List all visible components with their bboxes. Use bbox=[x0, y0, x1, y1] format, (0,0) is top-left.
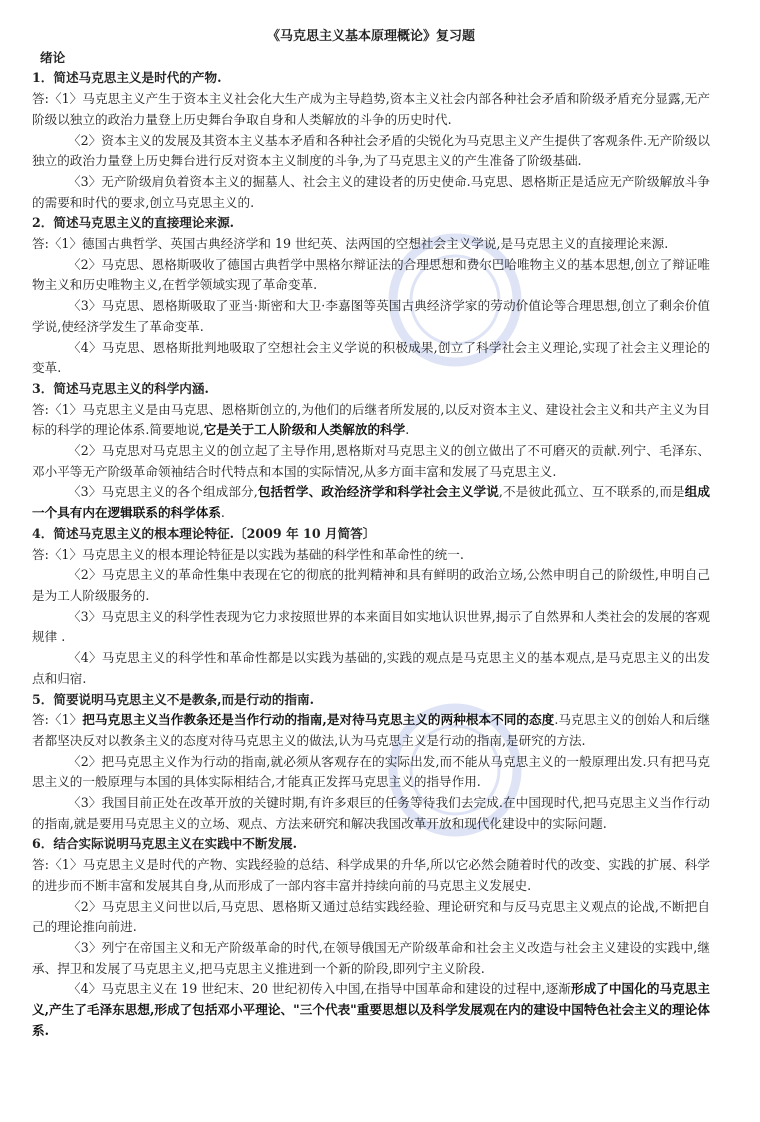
answer-paragraph bbox=[32, 338, 710, 379]
answer-text: 〈4〉马克思主义的科学性和革命性都是以实践为基础的,实践的观点是马克思主义的基本观点,是马克思主义的出发点和归宿. bbox=[32, 650, 710, 686]
answer-paragraph bbox=[32, 296, 710, 337]
section-heading: 绪论 bbox=[40, 49, 66, 65]
answer-text: .马克思主义的创始人和后继者都坚决反对以教条主义的态度对待马克思主义的做法,认为马克思主义是行动的指南,是研究的方法. bbox=[32, 712, 710, 748]
answer-text: 〈3〉列宁在帝国主义和无产阶级革命的时代,在领导俄国无产阶级革命和社会主义改造与社会主义建设的实践中,继承、捍卫和发展了马克思主义,把马克思主义推进到一个新的阶段,即列宁主义阶段. bbox=[32, 939, 710, 976]
answer-text: . bbox=[405, 422, 410, 438]
answer-text: 〈4〉马克思主义在 19 世纪末、20 世纪初传入中国,在指导中国革命和建设的过程中,逐渐 bbox=[68, 981, 571, 997]
question-heading: 4．简述马克思主义的根本理论特征.〔2009 年 10 月简答〕 bbox=[32, 525, 376, 541]
key-point-text: 形成了中国化的马克思主义,产生了毛泽东思想,形成了包括邓小平理论、"三个代表"重要思想以及科学发展观在内的建设中国特色社会主义的理论体系. bbox=[32, 981, 710, 1038]
question-heading: 2．简述马克思主义的直接理论来源. bbox=[32, 215, 235, 231]
question-list bbox=[32, 68, 710, 1041]
key-point-text: 包括哲学、政治经济学和科学社会主义学说 bbox=[257, 484, 499, 500]
answer-paragraph bbox=[32, 482, 710, 523]
answer-paragraph bbox=[32, 255, 710, 296]
answer-paragraph bbox=[32, 938, 710, 979]
answer-text: 〈3〉马克思、恩格斯吸取了亚当·斯密和大卫·李嘉图等英国古典经济学家的劳动价值论等合理思想,创立了剩余价值学说,使经济学发生了革命变革. bbox=[32, 298, 710, 334]
answer-text: 〈3〉马克思主义的各个组成部分, bbox=[68, 484, 258, 500]
answer-paragraph bbox=[32, 441, 710, 482]
answer-text: 答:〈1〉马克思主义的根本理论特征是以实践为基础的科学性和革命性的统一. bbox=[32, 546, 464, 562]
answer-text: 〈2〉马克思对马克思主义的创立起了主导作用,恩格斯对马克思主义的创立做出了不可磨灭的贡献.列宁、毛泽东、邓小平等无产阶级革命领袖结合时代特点和本国的实际情况,从多方面丰富和发展了马克思主义. bbox=[32, 443, 710, 479]
answer-paragraph bbox=[32, 131, 710, 172]
answer-paragraph bbox=[32, 172, 710, 213]
answer-paragraph-first bbox=[32, 855, 710, 896]
answer-text: 〈2〉资本主义的发展及其资本主义基本矛盾和各种社会矛盾的尖锐化为马克思主义产生提供了客观条件.无产阶级以独立的政治力量登上历史舞台进行反对资本主义制度的斗争,为了马克思主义的产生准备了阶级基础. bbox=[32, 132, 710, 169]
key-point-text: 组成一个具有内在逻辑联系的科学体系 bbox=[32, 484, 710, 521]
question-heading: 5．简要说明马克思主义不是教条,而是行动的指南. bbox=[32, 691, 315, 707]
key-point-text: 把马克思主义当作教条还是当作行动的指南,是对待马克思主义的两种根本不同的态度 bbox=[82, 712, 555, 728]
answer-text: 〈2〉把马克思主义作为行动的指南,就必须从客观存在的实际出发,而不能从马克思主义的一般原理出发.只有把马克思主义的一般原理与本国的具体实际相结合,才能真正发挥马克思主义的指导作用. bbox=[32, 753, 710, 790]
answer-paragraph bbox=[32, 565, 710, 606]
answer-text: 答:〈1〉马克思主义是由马克思、恩格斯创立的,为他们的后继者所发展的,以反对资本主义、建设社会主义和共产主义为目标的科学的理论体系.简要地说, bbox=[32, 401, 710, 438]
answer-text: 〈3〉无产阶级肩负着资本主义的掘墓人、社会主义的建设者的历史使命.马克思、恩格斯正是适应无产阶级解放斗争的需要和时代的要求,创立马克思主义的. bbox=[32, 173, 710, 210]
question-heading: 6．结合实际说明马克思主义在实践中不断发展. bbox=[32, 836, 298, 852]
answer-paragraph-first bbox=[32, 710, 710, 751]
answer-text: 答:〈1〉马克思主义产生于资本主义社会化大生产成为主导趋势,资本主义社会内部各种社会矛盾和阶级矛盾充分显露,无产阶级以独立的政治力量登上历史舞台争取自身和人类解放的斗争的历史时代. bbox=[32, 91, 710, 127]
answer-paragraph bbox=[32, 979, 710, 1041]
answer-paragraph bbox=[32, 897, 710, 938]
answer-paragraph bbox=[32, 752, 710, 793]
document-page bbox=[32, 27, 710, 1041]
answer-text: 〈4〉马克思、恩格斯批判地吸取了空想社会主义学说的积极成果,创立了科学社会主义理论,实现了社会主义理论的变革. bbox=[32, 339, 710, 376]
question-heading: 1．简述马克思主义是时代的产物. bbox=[32, 70, 222, 86]
answer-text: 答:〈1〉马克思主义是时代的产物、实践经验的总结、科学成果的升华,所以它必然会随着时代的改变、实践的扩展、科学的进步而不断丰富和发展其自身,从而形成了一部内容丰富并持续向前的马克思主义发展史. bbox=[32, 857, 710, 893]
answer-text: 答:〈1〉德国古典哲学、英国古典经济学和 19 世纪英、法两国的空想社会主义学说,是马克思主义的直接理论来源. bbox=[32, 236, 669, 252]
answer-text: 〈2〉马克思主义问世以后,马克思、恩格斯又通过总结实践经验、理论研究和与反马克思主义观点的论战,不断把自己的理论推向前进. bbox=[32, 898, 710, 935]
question-heading: 3．简述马克思主义的科学内涵. bbox=[32, 380, 209, 396]
answer-text: ,不是彼此孤立、互不联系的,而是 bbox=[498, 484, 685, 500]
answer-paragraph bbox=[32, 607, 710, 648]
answer-paragraph-first bbox=[32, 89, 710, 130]
answer-paragraph-first bbox=[32, 400, 710, 441]
answer-text: . bbox=[220, 505, 225, 521]
answer-text: 〈2〉马克思主义的革命性集中表现在它的彻底的批判精神和具有鲜明的政治立场,公然申明自己的阶级性,申明自己是为工人阶级服务的. bbox=[32, 567, 710, 603]
answer-text: 〈2〉马克思、恩格斯吸收了德国古典哲学中黑格尔辩证法的合理思想和费尔巴哈唯物主义的基本思想,创立了辩证唯物主义和历史唯物主义,在哲学领域实现了革命变革. bbox=[32, 256, 710, 293]
answer-paragraph-first bbox=[32, 545, 710, 566]
answer-paragraph bbox=[32, 648, 710, 689]
key-point-text: 它是关于工人阶级和人类解放的科学 bbox=[203, 422, 406, 438]
answer-text: 答:〈1〉 bbox=[32, 712, 83, 728]
answer-paragraph-first bbox=[32, 234, 710, 255]
document-title: 《马克思主义基本原理概论》复习题 bbox=[266, 29, 475, 44]
answer-text: 〈3〉马克思主义的科学性表现为它力求按照世界的本来面目如实地认识世界,揭示了自然界和人类社会的发展的客观规律 . bbox=[32, 608, 710, 645]
answer-paragraph bbox=[32, 793, 710, 834]
answer-text: 〈3〉我国目前正处在改革开放的关键时期,有许多艰巨的任务等待我们去完成.在中国现时代,把马克思主义当作行动的指南,就是要用马克思主义的立场、观点、方法来研究和解决我国改革开放和现代化建设中的实际问题. bbox=[32, 795, 710, 831]
